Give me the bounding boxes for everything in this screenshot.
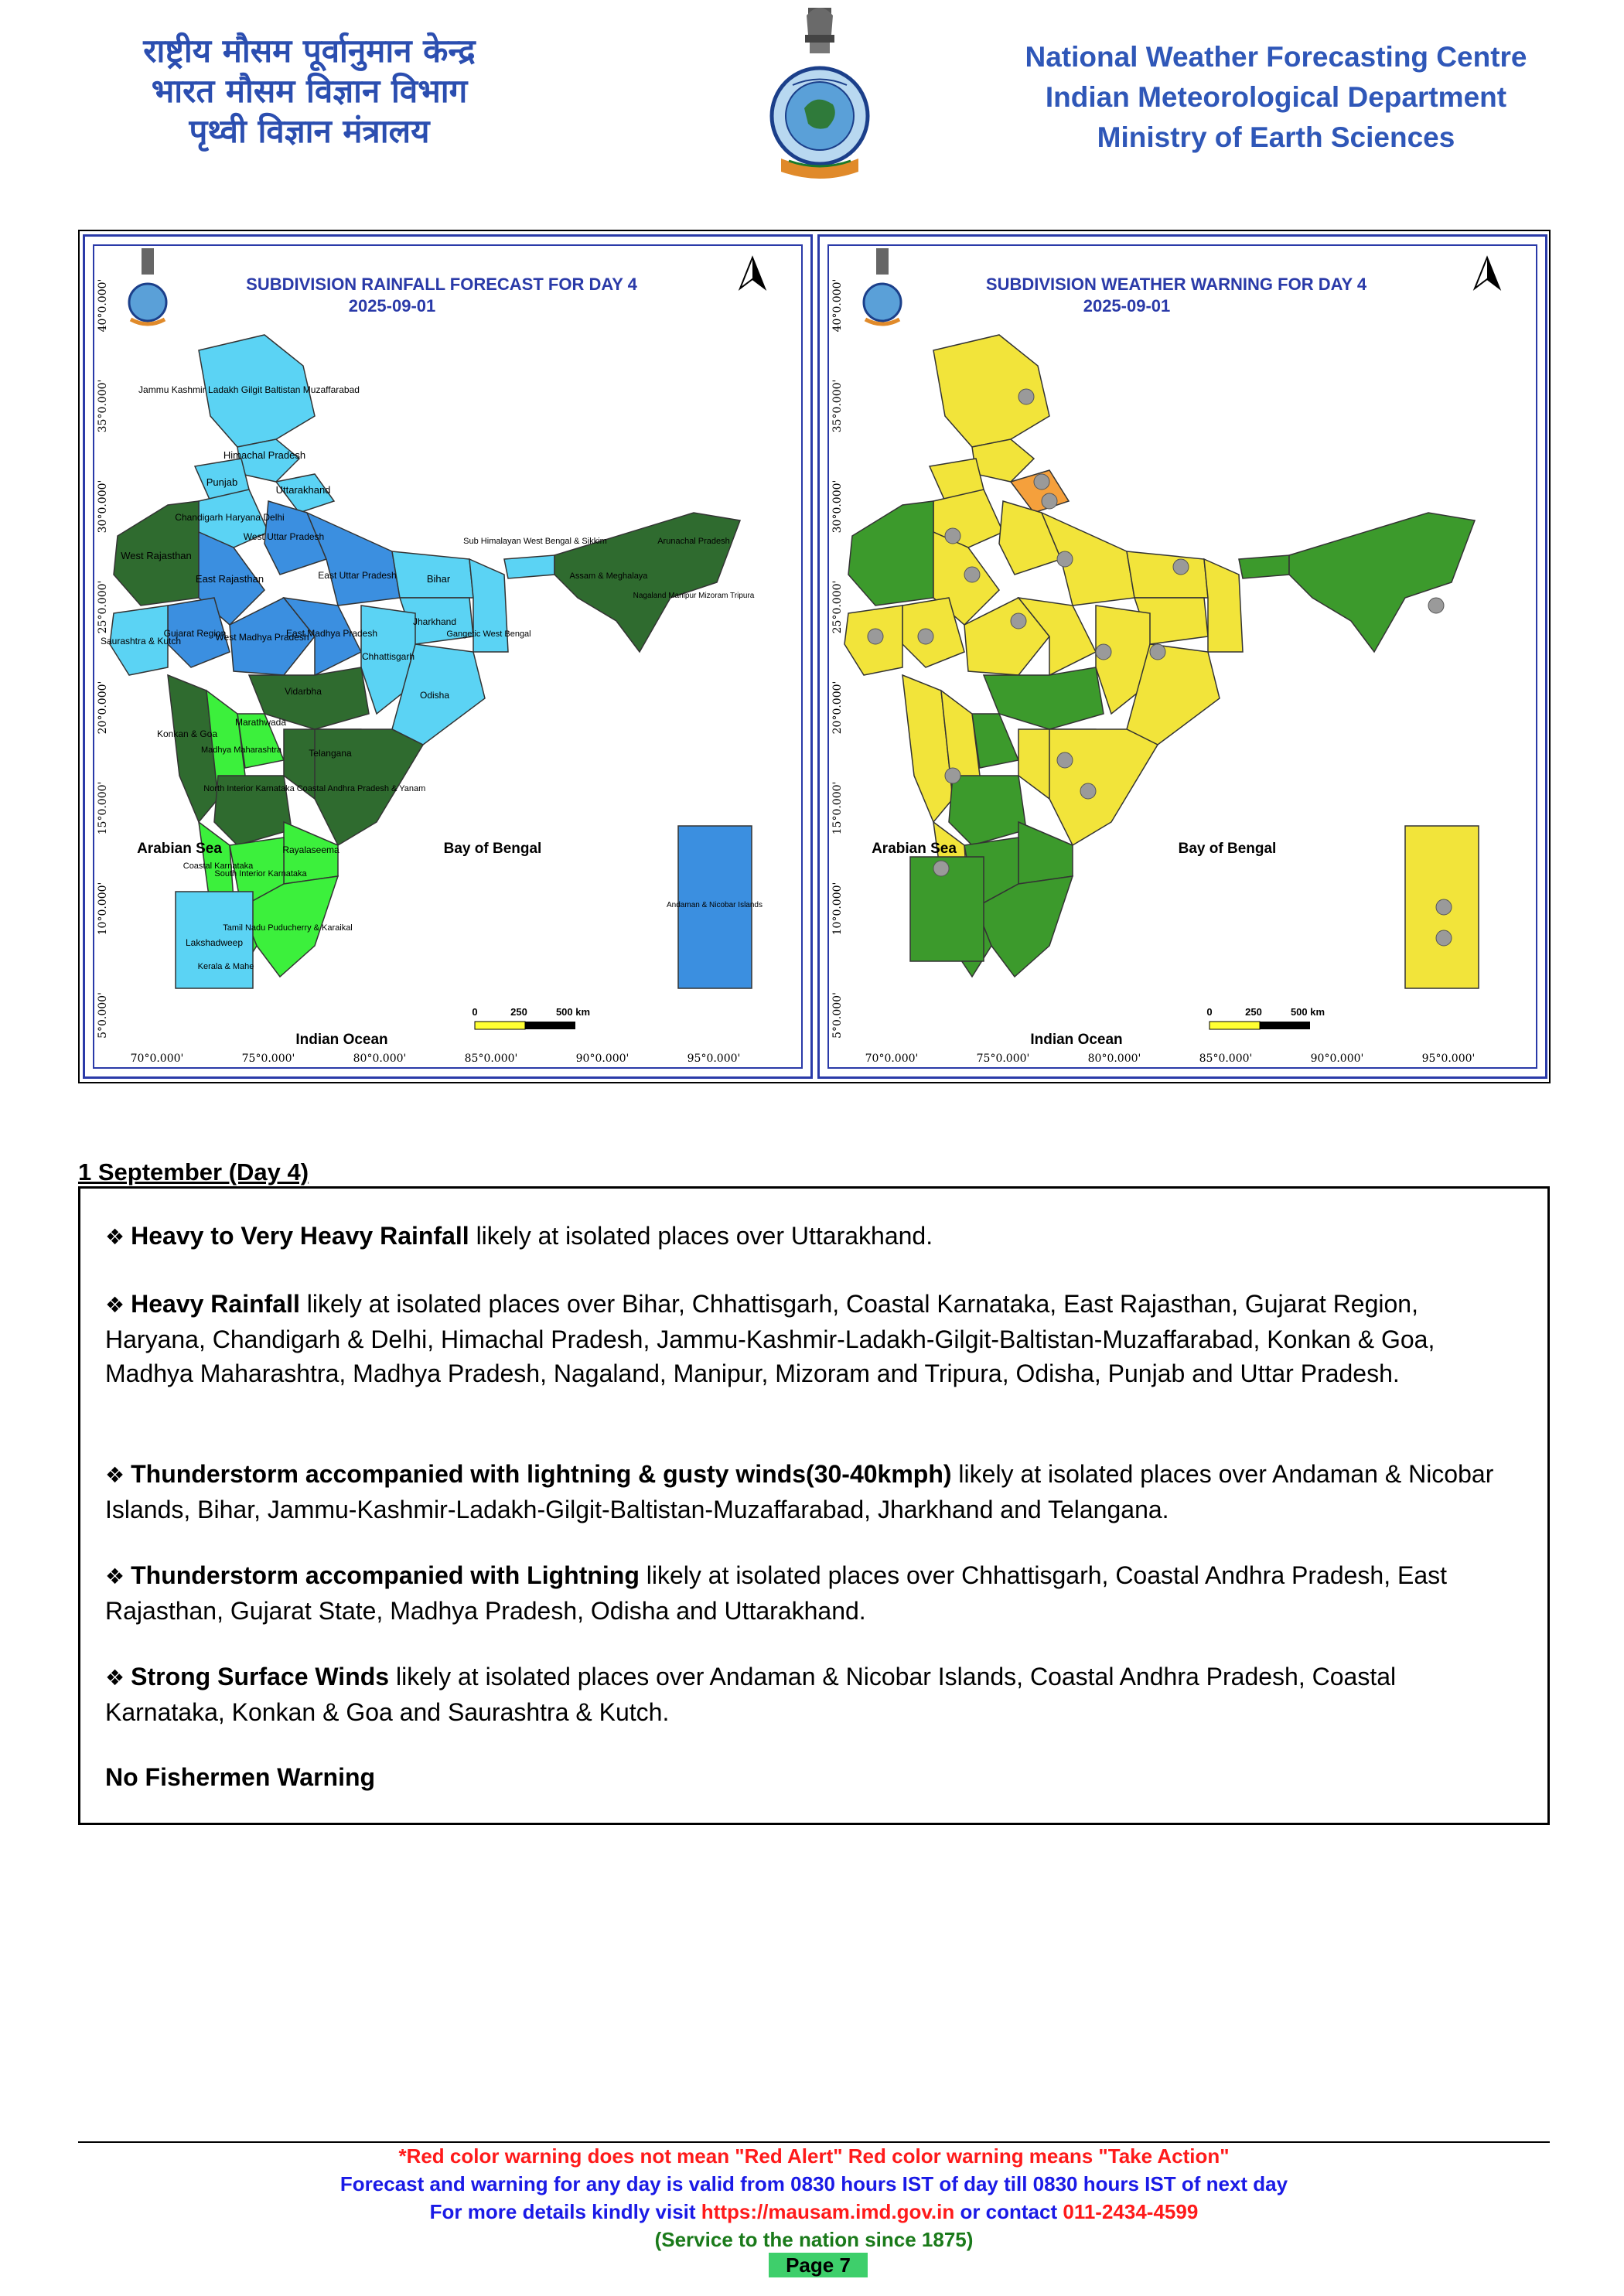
label-wmp: West Madhya Pradesh xyxy=(215,632,309,643)
label-kerala: Kerala & Mahe xyxy=(197,962,254,971)
lat-tick-35: 35°0.000' xyxy=(831,379,844,433)
label-andaman: Andaman & Nicobar Islands xyxy=(667,901,763,909)
lat-tick-30: 30°0.000' xyxy=(97,479,109,534)
lat-tick-25: 25°0.000' xyxy=(831,580,844,634)
lat-tick-20: 20°0.000' xyxy=(831,681,844,735)
footer-website-link[interactable]: https://mausam.imd.gov.in xyxy=(701,2200,955,2223)
rain-cloud-icon xyxy=(1018,389,1034,404)
lat-tick-40: 40°0.000' xyxy=(97,278,109,333)
forecast-item-heading: Thunderstorm accompanied with Lightning xyxy=(131,1561,640,1589)
wind-icon xyxy=(945,768,960,783)
lat-tick-15: 15°0.000' xyxy=(97,781,109,835)
scale-0: 0 xyxy=(472,1006,478,1018)
forecast-item-text: likely at isolated places over Uttarakhand. xyxy=(469,1222,933,1250)
wind-icon xyxy=(1436,899,1452,915)
rainfall-map-title: SUBDIVISION RAINFALL FORECAST FOR DAY 4 xyxy=(246,275,637,294)
lat-tick-5: 5°0.000' xyxy=(97,992,109,1039)
forecast-item xyxy=(105,1558,1520,1628)
forecast-item xyxy=(105,1287,1520,1390)
footer-red-warning-note: *Red color warning does not mean "Red Alert" Red color warning means "Take Action" xyxy=(398,2144,1230,2168)
label-sik: South Interior Karnataka xyxy=(214,869,307,878)
warning-label-arabian-sea: Arabian Sea xyxy=(872,841,957,857)
region-shwb xyxy=(504,555,554,578)
label-gujreg: Gujarat Region xyxy=(163,628,227,639)
forecast-item xyxy=(105,1219,1520,1254)
day-title: 1 September (Day 4) xyxy=(78,1158,309,1186)
rain-cloud-icon xyxy=(1011,613,1026,629)
label-ck: Coastal Karnataka xyxy=(183,861,254,871)
label-jharkhand: Jharkhand xyxy=(412,616,457,627)
label-bihar: Bihar xyxy=(426,573,451,585)
label-eraj: East Rajasthan xyxy=(195,573,264,585)
label-marath: Marathwada xyxy=(234,717,287,728)
label-eup: East Uttar Pradesh xyxy=(318,570,397,581)
lon-tick-90: 90°0.000' xyxy=(575,1052,629,1065)
label-telangana: Telangana xyxy=(309,748,352,759)
label-jk: Jammu Kashmir Ladakh Gilgit Baltistan Muzaffarabad xyxy=(138,384,360,395)
rain-cloud-icon xyxy=(964,567,980,582)
label-sau: Saurashtra & Kutch xyxy=(100,636,182,646)
lon-tick-85: 85°0.000' xyxy=(464,1052,518,1065)
forecast-item-text: likely at isolated places over Chhattisgarh, Coastal Andhra Pradesh, East Rajasthan, Gujarat State, Madhya Pradesh, Odisha and Uttarakhand. xyxy=(105,1561,1448,1625)
rainfall-label-bay-of-bengal: Bay of Bengal xyxy=(443,841,542,857)
lon-tick-80: 80°0.000' xyxy=(1087,1052,1141,1065)
label-konkan: Konkan & Goa xyxy=(156,728,218,739)
label-gwb: Gangetic West Bengal xyxy=(446,629,531,639)
lon-tick-95: 95°0.000' xyxy=(687,1052,741,1065)
lon-tick-70: 70°0.000' xyxy=(130,1052,184,1065)
forecast-item xyxy=(105,1660,1520,1729)
lon-tick-70: 70°0.000' xyxy=(865,1052,919,1065)
forecast-item-heading: Thunderstorm accompanied with lightning & gusty winds(30-40kmph) xyxy=(131,1460,952,1488)
rain-cloud-icon xyxy=(945,528,960,544)
label-arunachal: Arunachal Pradesh xyxy=(657,537,730,546)
label-chh: Chhattisgarh xyxy=(361,651,415,662)
lat-tick-35: 35°0.000' xyxy=(97,379,109,433)
hindi-line-2: भारत मौसम विज्ञान विभाग xyxy=(151,72,468,110)
label-tn: Tamil Nadu Puducherry & Karaikal xyxy=(223,923,353,933)
hindi-line-1: राष्ट्रीय मौसम पूर्वानुमान केन्द्र xyxy=(143,32,476,70)
lat-tick-20: 20°0.000' xyxy=(97,681,109,735)
footer-contact-mid: or contact xyxy=(954,2200,1063,2223)
lon-tick-75: 75°0.000' xyxy=(976,1052,1030,1065)
rain-cloud-icon xyxy=(1428,598,1444,613)
forecast-item-heading: Heavy to Very Heavy Rainfall xyxy=(131,1222,469,1250)
lon-tick-95: 95°0.000' xyxy=(1421,1052,1476,1065)
label-uk: Uttarakhand xyxy=(275,484,331,496)
wind-icon xyxy=(1080,783,1096,799)
bullet-icon: ❖ xyxy=(105,1462,125,1488)
forecast-item-heading: Strong Surface Winds xyxy=(131,1663,390,1690)
hindi-header xyxy=(93,31,526,152)
bullet-icon: ❖ xyxy=(105,1564,125,1589)
forecast-item-text: likely at isolated places over Bihar, Chhattisgarh, Coastal Karnataka, East Rajasthan, Gujarat Region, Haryana, Chandigarh & Delhi, Himachal Pradesh, Jammu-Kashmir-Ladakh-Gilgit-Baltistan-Muzaffarabad, Konkan & Goa, Madhya Maharashtra, Madhya Pradesh, Nagaland, Manipur, Mizoram and Tripura, Odisha, Punjab and Uttar Pradesh. xyxy=(105,1290,1435,1387)
scale-250: 250 xyxy=(1245,1006,1262,1018)
thunder-cloud-icon xyxy=(1436,930,1452,946)
lat-tick-15: 15°0.000' xyxy=(831,781,844,835)
footer-service-note: (Service to the nation since 1875) xyxy=(654,2228,974,2251)
bullet-icon: ❖ xyxy=(105,1665,125,1690)
label-lakshadweep: Lakshadweep xyxy=(185,937,244,948)
forecast-item-text: likely at isolated places over Andaman & Nicobar Islands, Bihar, Jammu-Kashmir-Ladakh-Gilgit-Baltistan-Muzaffarabad, Jharkhand and Telangana. xyxy=(105,1460,1494,1523)
warn-region-bihar xyxy=(1127,551,1208,598)
label-vidarbha: Vidarbha xyxy=(285,686,322,697)
lat-tick-10: 10°0.000' xyxy=(831,882,844,936)
rainfall-label-arabian-sea: Arabian Sea xyxy=(137,841,222,857)
label-odisha: Odisha xyxy=(419,690,450,701)
warning-map-date: 2025-09-01 xyxy=(1083,296,1171,316)
label-punjab: Punjab xyxy=(206,476,238,488)
rainfall-map-date: 2025-09-01 xyxy=(348,296,436,316)
thunder-cloud-icon xyxy=(1057,752,1073,768)
hindi-line-3: पृथ्वी विज्ञान मंत्रालय xyxy=(189,112,430,150)
rain-cloud-icon xyxy=(1150,644,1165,660)
footer-contact-prefix: For more details kindly visit xyxy=(429,2200,701,2223)
label-wraj: West Rajasthan xyxy=(121,550,192,561)
thunder-cloud-icon xyxy=(1042,493,1057,509)
label-shwb: Sub Himalayan West Bengal & Sikkim xyxy=(463,537,607,546)
scale-500: 500 km xyxy=(555,1006,591,1018)
bullet-icon: ❖ xyxy=(105,1224,125,1250)
label-nik: North Interior Karnataka xyxy=(203,784,295,793)
label-hp: Himachal Pradesh xyxy=(223,449,306,461)
label-ray: Rayalaseema xyxy=(282,844,339,855)
forecast-item-heading: Heavy Rainfall xyxy=(131,1290,300,1318)
bullet-icon: ❖ xyxy=(105,1292,125,1318)
english-line-1: National Weather Forecasting Centre xyxy=(1025,41,1527,73)
lon-tick-90: 90°0.000' xyxy=(1310,1052,1364,1065)
rain-cloud-icon xyxy=(1057,551,1073,567)
lon-tick-80: 80°0.000' xyxy=(353,1052,407,1065)
lat-tick-25: 25°0.000' xyxy=(97,580,109,634)
rainfall-forecast-map xyxy=(83,234,813,1079)
forecast-item-text: likely at isolated places over Andaman & Nicobar Islands, Coastal Andhra Pradesh, Coastal Karnataka, Konkan & Goa and Saurashtra & Kutch. xyxy=(105,1663,1397,1726)
lat-tick-10: 10°0.000' xyxy=(97,882,109,936)
weather-warning-map xyxy=(817,234,1547,1079)
warn-region-shwb xyxy=(1239,555,1289,578)
lon-tick-75: 75°0.000' xyxy=(241,1052,295,1065)
label-wup: West Uttar Pradesh xyxy=(243,531,325,542)
footer-validity-note: Forecast and warning for any day is valid from 0830 hours IST of day till 0830 hours IST of next day xyxy=(339,2172,1288,2195)
rain-cloud-icon xyxy=(1034,474,1049,490)
scale-0: 0 xyxy=(1206,1006,1213,1018)
label-assam: Assam & Meghalaya xyxy=(569,571,648,581)
warning-label-indian-ocean: Indian Ocean xyxy=(1030,1032,1123,1048)
rainfall-label-indian-ocean: Indian Ocean xyxy=(295,1032,388,1048)
lon-tick-85: 85°0.000' xyxy=(1199,1052,1253,1065)
label-emp: East Madhya Pradesh xyxy=(285,628,378,639)
label-cap: Coastal Andhra Pradesh & Yanam xyxy=(296,784,426,793)
rain-cloud-icon xyxy=(918,629,933,644)
wind-icon xyxy=(933,861,949,876)
english-line-3: Ministry of Earth Sciences xyxy=(1097,121,1455,153)
scale-250: 250 xyxy=(510,1006,527,1018)
fishermen-warning: No Fishermen Warning xyxy=(105,1763,376,1791)
imd-emblem-logo xyxy=(762,0,878,186)
warning-label-bay-of-bengal: Bay of Bengal xyxy=(1178,841,1277,857)
thunder-cloud-icon xyxy=(1173,559,1189,575)
footer-phone: 011-2434-4599 xyxy=(1063,2200,1199,2223)
page-number-badge: Page 7 xyxy=(769,2253,868,2277)
label-nmmt: Nagaland Manipur Mizoram Tripura xyxy=(633,592,755,600)
forecast-item xyxy=(105,1457,1520,1527)
warning-map-title: SUBDIVISION WEATHER WARNING FOR DAY 4 xyxy=(985,275,1367,294)
wind-icon xyxy=(868,629,883,644)
scale-500: 500 km xyxy=(1290,1006,1325,1018)
footer-contact-line xyxy=(78,2198,1550,2226)
lat-tick-40: 40°0.000' xyxy=(831,278,844,333)
english-header xyxy=(982,37,1570,158)
lat-tick-5: 5°0.000' xyxy=(831,992,844,1039)
label-mmah: Madhya Maharashtra xyxy=(201,745,281,755)
label-chd: Chandigarh Haryana Delhi xyxy=(175,512,285,523)
lat-tick-30: 30°0.000' xyxy=(831,479,844,534)
thunder-cloud-icon xyxy=(1096,644,1111,660)
english-line-2: Indian Meteorological Department xyxy=(1045,81,1507,113)
